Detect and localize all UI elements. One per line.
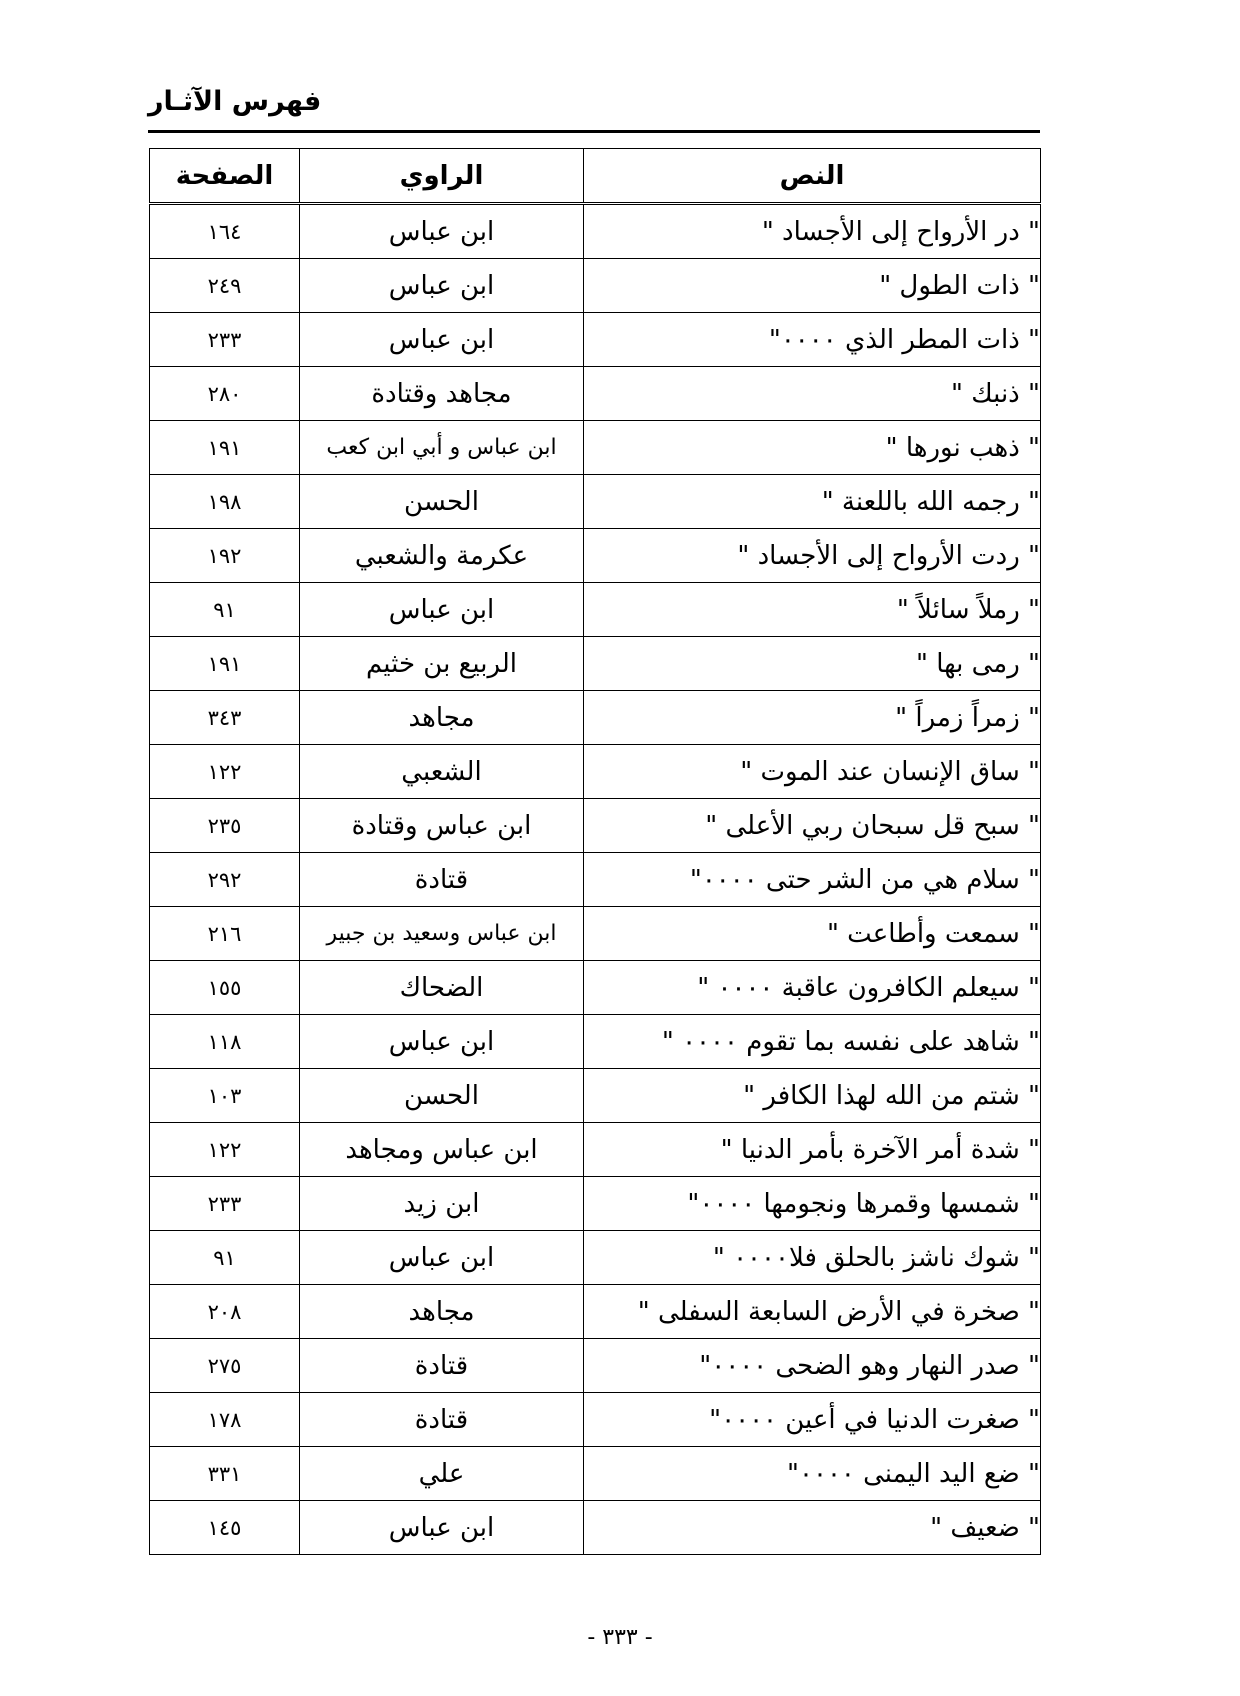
text-cell: " شدة أمر الآخرة بأمر الدنيا " [584,1123,1041,1177]
narrator-cell: قتادة [300,853,584,907]
narrator-cell: ابن عباس و أبي ابن كعب [300,421,584,475]
page-number-cell: ٣٤٣ [150,691,300,745]
text-cell: " زمراً زمراً " [584,691,1041,745]
page-number-cell: ٩١ [150,583,300,637]
narrator-cell: ابن عباس [300,1231,584,1285]
text-cell: " ضعيف " [584,1501,1041,1555]
table-row [150,691,1041,745]
page-number-cell: ١٢٢ [150,745,300,799]
narrator-cell: الضحاك [300,961,584,1015]
narrator-cell: مجاهد وقتادة [300,367,584,421]
table-row [150,1177,1041,1231]
page-number-cell: ٢٧٥ [150,1339,300,1393]
athar-index-table [149,148,1041,1555]
narrator-cell: ابن عباس وسعيد بن جبير [300,907,584,961]
page-number: - ٣٣٣ - [587,1625,653,1650]
narrator-cell: ابن عباس [300,259,584,313]
page-number-cell: ١٤٥ [150,1501,300,1555]
table-row [150,475,1041,529]
text-cell: " ذات المطر الذي ٠٠٠٠" [584,313,1041,367]
table-row [150,1231,1041,1285]
page-number-cell: ١٧٨ [150,1393,300,1447]
table-row [150,421,1041,475]
text-cell: " در الأرواح إلى الأجساد " [584,204,1041,259]
table-body [150,204,1041,1555]
table-row [150,1285,1041,1339]
text-cell: " رملاً سائلاً " [584,583,1041,637]
table-row [150,1015,1041,1069]
page-number-cell: ١٢٢ [150,1123,300,1177]
page-number-cell: ١٩١ [150,637,300,691]
narrator-cell: الشعبي [300,745,584,799]
narrator-cell: عكرمة والشعبي [300,529,584,583]
narrator-cell: ابن عباس [300,1015,584,1069]
table-row [150,961,1041,1015]
page-number-cell: ١٠٣ [150,1069,300,1123]
page-number-cell: ٢٣٥ [150,799,300,853]
page-number-cell: ٢٣٣ [150,313,300,367]
narrator-cell: قتادة [300,1393,584,1447]
page-number-cell: ١٩٢ [150,529,300,583]
page-header [148,80,1040,133]
page-number-cell: ٢٨٠ [150,367,300,421]
page-number-cell: ٢٣٣ [150,1177,300,1231]
text-cell: " ذنبك " [584,367,1041,421]
text-cell: " ذات الطول " [584,259,1041,313]
text-cell: " سمعت وأطاعت " [584,907,1041,961]
text-cell: " سيعلم الكافرون عاقبة ٠٠٠٠ " [584,961,1041,1015]
text-cell: " رجمه الله باللعنة " [584,475,1041,529]
page-number-cell: ١١٨ [150,1015,300,1069]
table-row [150,259,1041,313]
table-row [150,907,1041,961]
table-row [150,1123,1041,1177]
narrator-cell: ابن عباس ومجاهد [300,1123,584,1177]
text-cell: " شمسها وقمرها ونجومها ٠٠٠٠" [584,1177,1041,1231]
narrator-cell: علي [300,1447,584,1501]
page-number-cell: ١٩١ [150,421,300,475]
narrator-cell: الحسن [300,1069,584,1123]
table-row [150,1069,1041,1123]
column-header-text: النص [584,149,1041,204]
table-row [150,799,1041,853]
table-row [150,745,1041,799]
narrator-cell: مجاهد [300,691,584,745]
page-number-cell: ٣٣١ [150,1447,300,1501]
narrator-cell: قتادة [300,1339,584,1393]
narrator-cell: ابن عباس وقتادة [300,799,584,853]
text-cell: " صدر النهار وهو الضحى ٠٠٠٠" [584,1339,1041,1393]
page-number-cell: ٢٩٢ [150,853,300,907]
text-cell: " ضع اليد اليمنى ٠٠٠٠" [584,1447,1041,1501]
column-header-page: الصفحة [150,149,300,204]
text-cell: " ردت الأرواح إلى الأجساد " [584,529,1041,583]
text-cell: " رمى بها " [584,637,1041,691]
text-cell: " شتم من الله لهذا الكافر " [584,1069,1041,1123]
page-number-cell: ٢٤٩ [150,259,300,313]
table-row [150,367,1041,421]
table-row [150,583,1041,637]
table-row [150,313,1041,367]
page-number-cell: ٢٠٨ [150,1285,300,1339]
text-cell: " صغرت الدنيا في أعين ٠٠٠٠" [584,1393,1041,1447]
narrator-cell: ابن عباس [300,313,584,367]
table-row [150,1339,1041,1393]
page-number-cell: ٩١ [150,1231,300,1285]
table-header-row [150,149,1041,204]
text-cell: " شوك ناشز بالحلق فلا٠٠٠٠ " [584,1231,1041,1285]
text-cell: " ذهب نورها " [584,421,1041,475]
text-cell: " ساق الإنسان عند الموت " [584,745,1041,799]
table-row [150,1501,1041,1555]
table-row [150,1447,1041,1501]
table-row [150,637,1041,691]
table-row [150,204,1041,259]
text-cell: " شاهد على نفسه بما تقوم ٠٠٠٠ " [584,1015,1041,1069]
table-row [150,853,1041,907]
table-row [150,1393,1041,1447]
page-number-cell: ٢١٦ [150,907,300,961]
page-number-cell: ١٥٥ [150,961,300,1015]
page-number-cell: ١٦٤ [150,204,300,259]
narrator-cell: ابن عباس [300,583,584,637]
text-cell: " سلام هي من الشر حتى ٠٠٠٠" [584,853,1041,907]
column-header-narrator: الراوي [300,149,584,204]
narrator-cell: الحسن [300,475,584,529]
page-title: فهرس الآثـار [148,86,322,117]
narrator-cell: ابن عباس [300,1501,584,1555]
page-number-cell: ١٩٨ [150,475,300,529]
narrator-cell: ابن عباس [300,204,584,259]
text-cell: " سبح قل سبحان ربي الأعلى " [584,799,1041,853]
narrator-cell: ابن زيد [300,1177,584,1231]
text-cell: " صخرة في الأرض السابعة السفلى " [584,1285,1041,1339]
narrator-cell: الربيع بن خثيم [300,637,584,691]
narrator-cell: مجاهد [300,1285,584,1339]
table-row [150,529,1041,583]
